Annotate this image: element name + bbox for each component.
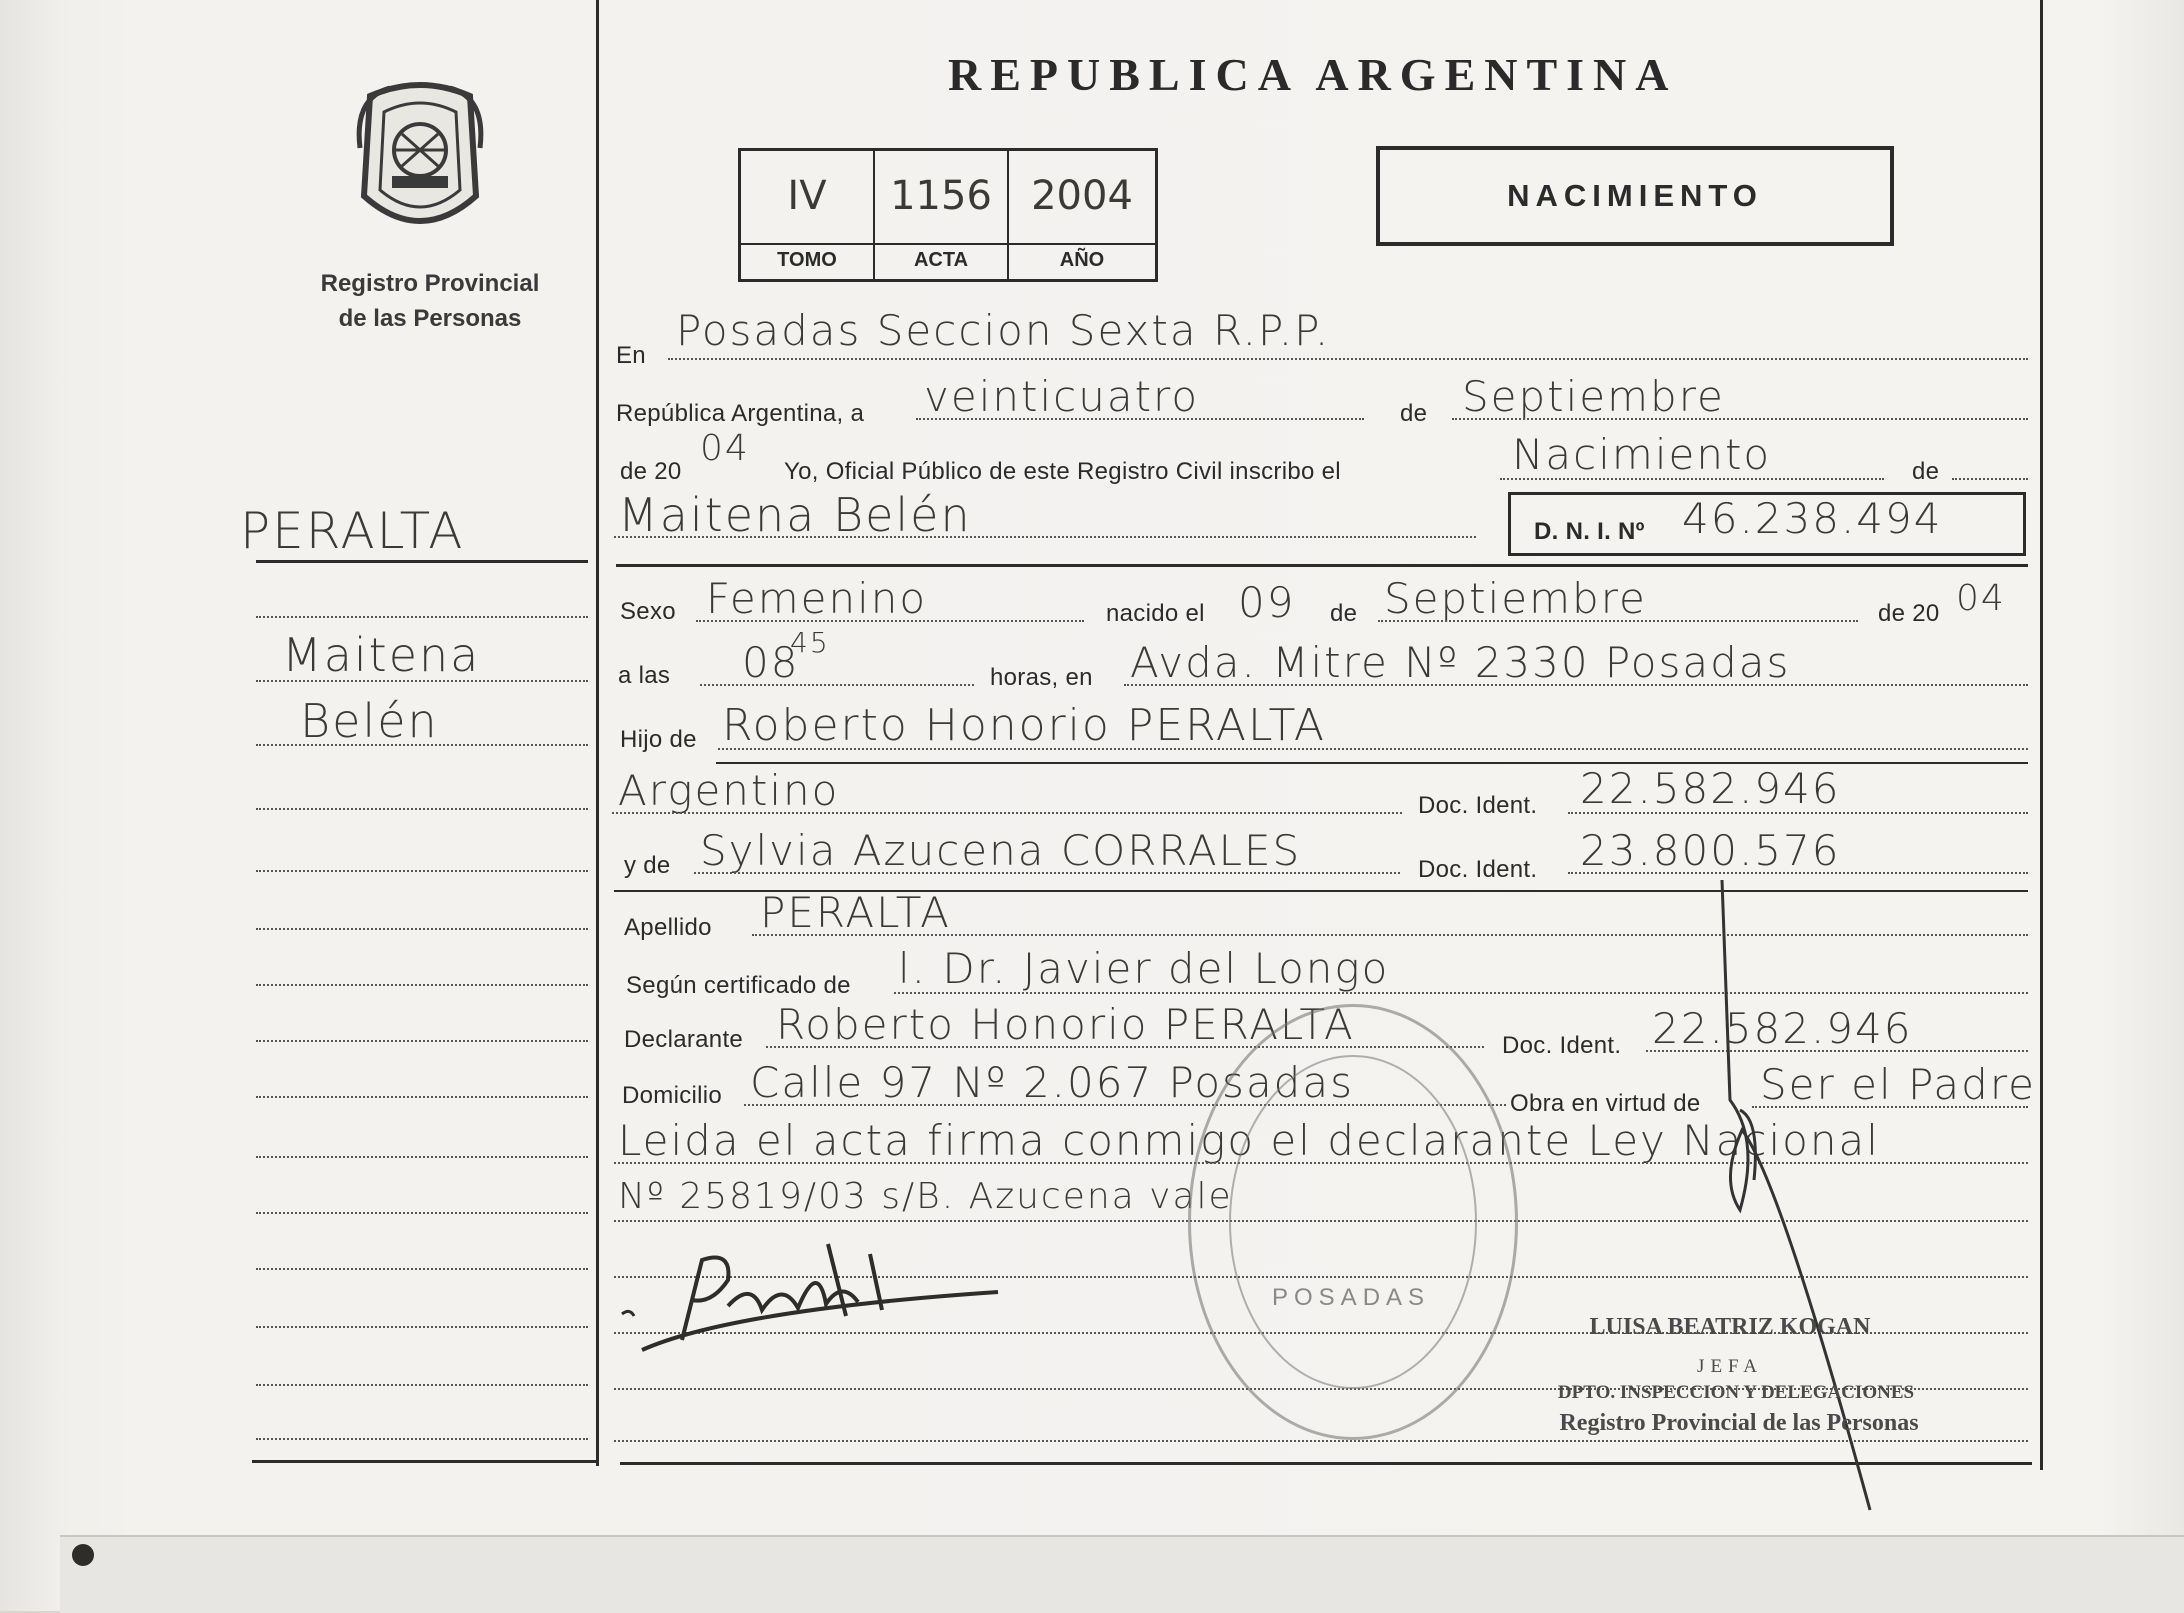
nac-ano-value: 04: [1956, 578, 2006, 619]
en-label: En: [616, 342, 646, 369]
sexo-label: Sexo: [620, 598, 676, 625]
margin-line: [256, 1156, 588, 1158]
nac-de20-label: de 20: [1878, 600, 1940, 627]
de-label-2: de: [1912, 458, 1940, 485]
margin-line: [256, 928, 588, 930]
registro-line-2: de las Personas: [338, 305, 522, 332]
margin-line: [256, 1212, 588, 1214]
margin-apellido-rule: [256, 560, 588, 563]
lugar-nac-line: [1124, 684, 2028, 686]
madre-doc-value: 23.800.576: [1580, 826, 1841, 875]
de-line: [1952, 478, 2028, 480]
acta-box: [738, 148, 1158, 282]
apellido-label: Apellido: [624, 914, 712, 941]
official-dpto: DPTO. INSPECCION Y DELEGACIONES: [1557, 1382, 1915, 1403]
ano-cell: [1007, 151, 1155, 279]
margin-line: [256, 680, 588, 682]
obra-value: Ser el Padre: [1760, 1060, 2036, 1109]
minutos-value: 45: [790, 626, 830, 659]
hijo-label: Hijo de: [620, 726, 697, 753]
padre-doc-label: Doc. Ident.: [1418, 792, 1538, 819]
nac-mes-line: [1378, 620, 1858, 622]
madre-doc-line: [1568, 872, 2028, 874]
alas-label: a las: [618, 662, 671, 689]
ano-2-value: 04: [700, 428, 750, 469]
horas-label: horas, en: [990, 664, 1093, 691]
declarante-value: Roberto Honorio PERALTA: [776, 1000, 1355, 1049]
nac-de-label: de: [1330, 600, 1358, 627]
declarante-doc-label: Doc. Ident.: [1502, 1032, 1622, 1059]
official-stamp-icon: [1188, 1004, 1518, 1440]
margin-line: [256, 1438, 588, 1440]
margin-line: [256, 1040, 588, 1042]
margin-line: [256, 1268, 588, 1270]
nac-dia-value: 09: [1238, 578, 1296, 627]
binder-hole: [72, 1544, 94, 1566]
official-registro: Registro Provincial de las Personas: [1559, 1410, 1919, 1436]
hecho-value: Nacimiento: [1512, 430, 1772, 479]
dni-value: 46.238.494: [1682, 494, 1943, 543]
column-divider: [596, 0, 599, 1466]
domicilio-value: Calle 97 Nº 2.067 Posadas: [750, 1058, 1354, 1107]
dni-label: D. N. I. Nº: [1534, 518, 1645, 545]
madre-line: [694, 872, 1400, 874]
madre-value: Sylvia Azucena CORRALES: [700, 826, 1302, 875]
tomo-cell: [741, 151, 873, 279]
madre-doc-label: Doc. Ident.: [1418, 856, 1538, 883]
margin-line: [256, 1096, 588, 1098]
acta-value: 1156: [890, 173, 992, 219]
hecho-line: [1500, 478, 1884, 480]
declarante-label: Declarante: [624, 1026, 744, 1053]
lugar-value: Posadas Seccion Sexta R.P.P.: [676, 306, 1331, 355]
segun-label: Según certificado de: [626, 972, 851, 999]
tipo-box: NACIMIENTO: [1376, 146, 1894, 246]
margin-nombre-1: Maitena: [282, 628, 481, 682]
lower-sheet: [60, 1535, 2184, 1613]
tomo-label: TOMO: [777, 249, 837, 271]
yde-label: y de: [624, 852, 671, 879]
margin-line: [256, 616, 588, 618]
lugar-line: [668, 358, 2028, 360]
mes-line: [1452, 418, 2028, 420]
margin-line: [256, 744, 588, 746]
margin-nombre-2: Belén: [300, 694, 439, 748]
nombre-value: Maitena Belén: [618, 488, 972, 542]
padre-line: [718, 748, 2028, 750]
official-name: LUISA BEATRIZ KOGAN: [1589, 1314, 1871, 1340]
acta-box-divider: [741, 243, 1155, 245]
republica-label: República Argentina, a: [616, 400, 865, 427]
margin-line: [256, 1384, 588, 1386]
hora-line: [700, 684, 974, 686]
hora-value: 08: [742, 638, 800, 687]
sexo-value: Femenino: [706, 574, 928, 623]
obra-label: Obra en virtud de: [1510, 1090, 1701, 1117]
acta-label: ACTA: [913, 249, 969, 271]
nacionalidad-line: [612, 812, 1402, 814]
margin-line: [256, 1326, 588, 1328]
domicilio-label: Domicilio: [622, 1082, 723, 1109]
margin-bottom-rule: [252, 1460, 598, 1463]
padre-value: Roberto Honorio PERALTA: [722, 700, 1327, 751]
inscribo-label: Yo, Oficial Público de este Registro Civil inscribo el: [784, 458, 1341, 485]
margin-line: [256, 808, 588, 810]
right-border: [2040, 0, 2043, 1470]
apellido-value: PERALTA: [760, 888, 951, 937]
margin-apellido: PERALTA: [240, 502, 465, 560]
padre-doc-value: 22.582.946: [1580, 764, 1841, 813]
acta-cell: [873, 151, 1007, 279]
misiones-crest-icon: [350, 78, 490, 238]
declarante-doc-value: 22.582.946: [1652, 1004, 1913, 1053]
nota-line-1: Leida el acta firma conmigo el declarante Ley Nacional: [618, 1116, 1880, 1165]
padre-doc-line: [1568, 812, 2028, 814]
lugar-nac-value: Avda. Mitre Nº 2330 Posadas: [1130, 638, 1791, 687]
page-title: REPUBLICA ARGENTINA: [948, 49, 1678, 100]
dia-letras-value: veinticuatro: [924, 372, 1200, 421]
ano-value: 2004: [1031, 173, 1133, 219]
ano-label: AÑO: [1059, 249, 1105, 271]
official-cargo: JEFA: [1697, 1356, 1763, 1377]
de-label: de: [1400, 400, 1428, 427]
margin-line: [256, 870, 588, 872]
tomo-value: IV: [787, 173, 827, 219]
registro-label: [290, 266, 570, 336]
registro-line-1: Registro Provincial: [320, 270, 540, 297]
nota-line-2: Nº 25819/03 s/B. Azucena vale: [618, 1176, 1233, 1217]
nac-mes-value: Septiembre: [1384, 574, 1647, 623]
dia-line: [916, 418, 1364, 420]
nacido-label: nacido el: [1106, 600, 1205, 627]
nombre-line: [614, 536, 1476, 538]
de20-label: de 20: [620, 458, 682, 485]
nacionalidad-value: Argentino: [618, 766, 840, 815]
certificado-value: l. Dr. Javier del Longo: [898, 944, 1390, 993]
sexo-line: [696, 620, 1084, 622]
mes-value: Septiembre: [1462, 372, 1725, 421]
section-rule: [616, 564, 2028, 567]
stamp-text: POSADAS: [1272, 1284, 1431, 1311]
margin-line: [256, 984, 588, 986]
